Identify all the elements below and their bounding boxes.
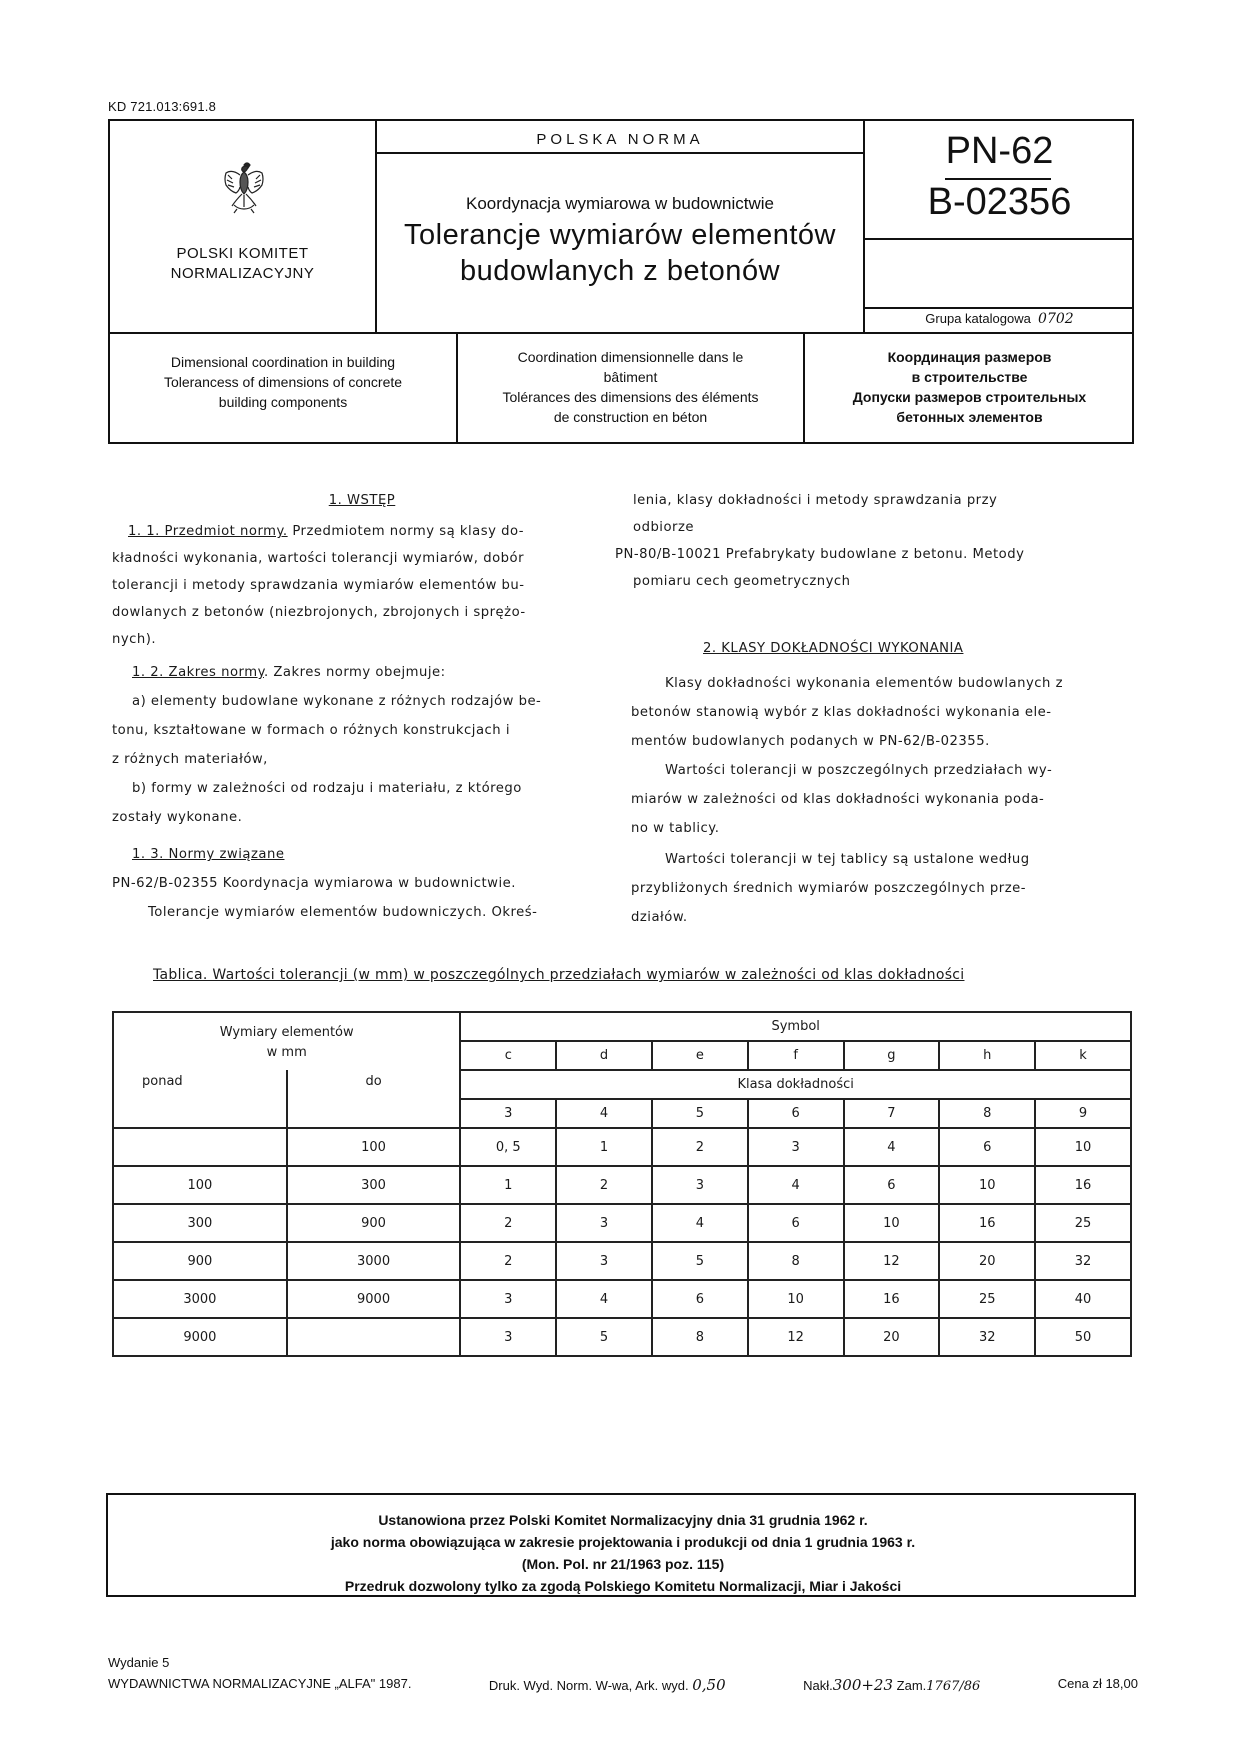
table-row: 900 3000 2 3 5 8 12 20 32 [113,1242,1131,1280]
document-title: Tolerancje wymiarów elementów budowlanych z betonów [404,219,836,287]
class-cell: 3 [460,1099,556,1128]
right-column: lenia, klasy dokładności i metody sprawdzania przy odbiorze PN-80/B-10021 Prefabrykaty budowlane z betonu. Metody pomiaru cech geometrycznych 2. KLASY DOKŁADNOŚCI WYKONANIA Klasy dokładności wykonania elementów budowlanych z betonów stanowią wybór z klas dokładności wykonania ele- mentów budowlanych podanych w PN-62/B-02355. Wartości tolerancji w poszczególnych przedziałach wy- miarów w zależności od klas dokładności wykonania poda- no w tablicy. Wartości tolerancji w tej tablicy są ustalone według przybliżonych średnich wymiarów poszczególnych prze- działów. [633,487,1133,931]
title-french: Coordination dimensionnelle dans le bâtiment Tolérances des dimensions des éléments de construction en béton [502,349,759,425]
section-1-title: 1. WSTĘP [328,493,396,508]
class-cell: 4 [556,1099,652,1128]
col-ponad-header: ponad [113,1070,287,1128]
class-header: Klasa dokładności [460,1070,1131,1099]
symbol-header: Symbol [460,1012,1131,1041]
paragraph-1-3: 1. 3. Normy związane [132,847,285,862]
classification-code: KD 721.013:691.8 [108,99,217,114]
section-2-title: 2. KLASY DOKŁADNOŚCI WYKONANIA [703,641,964,656]
symbol-d: d [556,1041,652,1070]
symbol-c: c [460,1041,556,1070]
class-cell: 5 [652,1099,748,1128]
col-do-header: do [287,1070,461,1128]
class-cell: 8 [939,1099,1035,1128]
title-english: Dimensional coordination in building Tolerancess of dimensions of concrete building components [163,354,403,410]
document-subtitle: Koordynacja wymiarowa w budownictwie [465,194,775,213]
symbol-e: e [652,1041,748,1070]
edition: Wydanie 5 [108,1655,170,1670]
norm-number-top: PN-62 [945,130,1054,172]
norm-label: POLSKA NORMA [536,131,704,148]
circulation-info: Nakł.300+23 Zam.1767/86 [803,1676,981,1694]
divider [377,152,863,154]
class-cell: 7 [844,1099,940,1128]
paragraph-1-1: 1. 1. Przedmiot normy. Przedmiotem normy są klasy do- [128,524,525,539]
symbol-h: h [939,1041,1035,1070]
catalog-group: Grupa katalogowa 0702 [925,311,1074,327]
related-standards-continued: lenia, klasy dokładności i metody sprawdzania przy [633,493,998,508]
table-caption: Tablica. Wartości tolerancji (w mm) w poszczególnych przedziałach wymiarów w zależności od klas dokładności [153,967,965,983]
standard-header [108,119,1134,444]
table-row: 3000 9000 3 4 6 10 16 25 40 [113,1280,1131,1318]
divider [865,307,1134,309]
symbol-f: f [748,1041,844,1070]
paragraph-1-2: 1. 2. Zakres normy. Zakres normy obejmuje: [132,665,446,680]
left-column: 1. WSTĘP 1. 1. Przedmiot normy. Przedmiotem normy są klasy do- kładności wykonania, wartości tolerancji wymiarów, dobór tolerancji i metody sprawdzania wymiarów elementów bu- dowlanych z betonów (niezbrojonych, zbrojonych i sprężo- nych). 1. 2. Zakres normy. Zakres normy obejmuje: a) elementy budowlane wykonane z różnych rodzajów be- tonu, kształtowane w formach o różnych konstrukcjach i z różnych materiałów, b) formy w zależności od rodzaju i materiału, z którego zostały wykonane. 1. 3. Normy związane PN-62/B-02355 Koordynacja wymiarowa w budownictwie. Tolerancje wymiarów elementów budowniczych. Okreś- [112,487,612,926]
class-cell: 6 [748,1099,844,1128]
divider [110,332,1134,334]
class-cell: 9 [1035,1099,1131,1128]
table-row: 100 0, 5 1 2 3 4 6 10 [113,1128,1131,1166]
symbol-g: g [844,1041,940,1070]
publisher-footer: WYDAWNICTWA NORMALIZACYJNE „ALFA" 1987. Druk. Wyd. Norm. W-wa, Ark. wyd. 0,50 Nakł.300+23 Zam.1767/86 Cena zł 18,00 [108,1676,1138,1694]
dimensions-header: Wymiary elementów w mm [113,1012,460,1070]
organization-name: POLSKI KOMITET NORMALIZACYJNY [170,245,315,282]
table-row: 100 300 1 2 3 4 6 10 16 [113,1166,1131,1204]
title-russian: Координация размеров в строительстве Допуски размеров строительных бетонных элементов [852,349,1087,425]
divider [865,238,1134,240]
tolerance-table [112,1011,1132,1357]
establishment-notice: Ustanowiona przez Polski Komitet Normalizacyjny dnia 31 grudnia 1962 r. jako norma obowiązująca w zakresie projektowania i produkcji od dnia 1 grudnia 1963 r. (Mon. Pol. nr 21/1963 poz. 115) Przedruk dozwolony tylko za zgodą Polskiego Komitetu Normalizacji, Miar i Jakości [106,1493,1136,1597]
norm-number-bottom: B-02356 [927,181,1072,223]
symbol-k: k [1035,1041,1131,1070]
print-info: Druk. Wyd. Norm. W-wa, Ark. wyd. 0,50 [488,1676,726,1694]
table-row: 9000 3 5 8 12 20 32 50 [113,1318,1131,1356]
polish-eagle-emblem-icon [222,159,266,215]
table-row: 300 900 2 3 4 6 10 16 25 [113,1204,1131,1242]
